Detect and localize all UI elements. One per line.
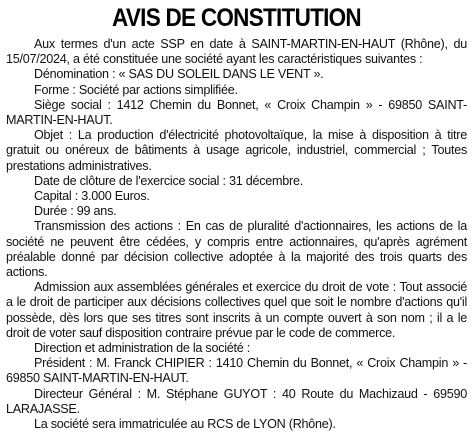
notice-body xyxy=(6,37,467,432)
paragraph-date-cloture: Date de clôture de l'exercice social : 31 décembre. xyxy=(34,173,303,188)
paragraph-transmission-actions: Transmission des actions : En cas de pluralité d'actionnaires, les actions de la société ne peuvent être cédées, y compris entre actionnaires, qu'après agrément préalable donné par décision collective adoptée à la majorité des trois quarts des actions. xyxy=(6,219,467,280)
paragraph-denomination: Dénomination : « SAS DU SOLEIL DANS LE VENT ». xyxy=(34,67,324,82)
paragraph-admission-assemblees: Admission aux assemblées générales et exercice du droit de vote : Tout associé a le droit de participer aux décisions collectives quel que soit le nombre d'actions qu'il possède, dès lors que ses titres sont inscrits à un compte ouvert à son nom ; il a le droit de voter sauf disposition contraire prévue par le code de commerce. xyxy=(6,280,467,340)
paragraph-act-reference: Aux termes d'un acte SSP en date à SAINT-MARTIN-EN-HAUT (Rhône), du 15/07/2024, a été constituée une société ayant les caractéristiques suivantes : xyxy=(6,37,467,67)
notice-title: AVIS DE CONSTITUTION xyxy=(112,4,361,32)
paragraph-president: Président : M. Franck CHIPIER : 1410 Chemin du Bonnet, « Croix Champin » - 69850 SAINT-MARTIN-EN-HAUT. xyxy=(6,356,467,386)
paragraph-objet: Objet : La production d'électricité photovoltaïque, la mise à disposition à titre gratuit ou onéreux de bâtiments à usage agricole, industriel, commercial ; Toutes prestations administratives. xyxy=(6,128,467,173)
paragraph-capital: Capital : 3.000 Euros. xyxy=(34,189,150,204)
paragraph-immatriculation: La société sera immatriculée au RCS de LYON (Rhône). xyxy=(34,417,336,432)
paragraph-directeur-general: Directeur Général : M. Stéphane GUYOT : 40 Route du Machizaud - 69590 LARAJASSE. xyxy=(6,386,467,416)
paragraph-duree: Durée : 99 ans. xyxy=(34,204,117,219)
paragraph-forme: Forme : Société par actions simplifiée. xyxy=(34,82,238,97)
paragraph-siege-social: Siège social : 1412 Chemin du Bonnet, « Croix Champin » - 69850 SAINT-MARTIN-EN-HAUT. xyxy=(6,97,467,128)
paragraph-direction-heading: Direction et administration de la société : xyxy=(34,341,251,356)
